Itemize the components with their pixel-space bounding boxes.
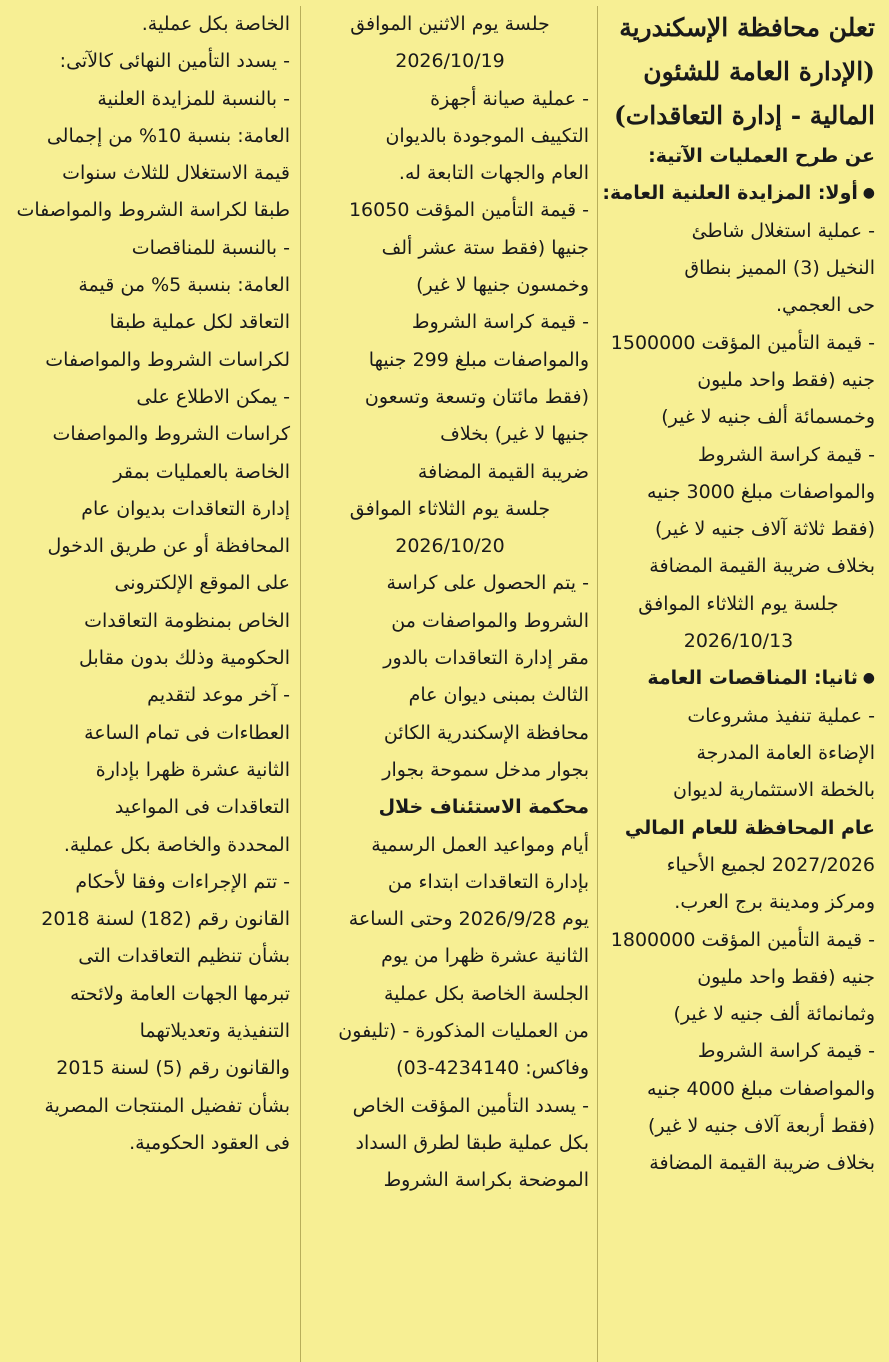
text-line: الإضاءة العامة المدرجة [696, 742, 875, 765]
text-line: - قيمة كراسة الشروط [411, 311, 589, 334]
text-line: - تتم الإجراءات وفقا لأحكام [75, 870, 290, 893]
text-line: العامة: بنسبة 5% من قيمة [78, 274, 290, 297]
text-line: النخيل (3) المميز بنطاق [684, 257, 875, 280]
text-line: - آخر موعد لتقديم [147, 684, 290, 707]
text-line: عام المحافظة للعام المالي [624, 816, 875, 839]
text-line: الجلسة الخاصة بكل عملية [383, 982, 589, 1005]
text-line: بإدارة التعاقدات ابتداء من [387, 870, 589, 893]
ad-title-line-3: المالية - إدارة التعاقدات) [613, 101, 875, 130]
text-line: بشأن تفضيل المنتجات المصرية [44, 1094, 290, 1117]
session-date-label: جلسة يوم الثلاثاء الموافق [349, 497, 551, 520]
text-line: ضريبة القيمة المضافة [417, 460, 589, 483]
text-line: وخمسمائة ألف جنيه لا غير) [661, 406, 875, 429]
text-line: (فقط ثلاثة آلاف جنيه لا غير) [654, 518, 875, 541]
session-date-label: جلسة يوم الثلاثاء الموافق [638, 592, 839, 615]
text-line: - عملية استغلال شاطئ [691, 219, 875, 242]
text-line: جنيه (فقط واحد مليون [697, 965, 875, 988]
text-line: المحافظة أو عن طريق الدخول [47, 535, 290, 558]
text-line: محكمة الاستئناف خلال [378, 796, 589, 819]
text-line: - يمكن الاطلاع على [136, 385, 290, 408]
text-line: إدارة التعاقدات بديوان عام [81, 497, 290, 520]
text-line: جنيها (فقط ستة عشر ألف [381, 236, 589, 259]
text-line: بخلاف ضريبة القيمة المضافة [649, 555, 875, 578]
text-line: (فقط مائتان وتسعة وتسعون [364, 385, 589, 408]
text-line: - بالنسبة للمناقصات [131, 236, 290, 259]
ad-title-line-2: (الإدارة العامة للشئون [643, 57, 875, 86]
text-line: الموضحة بكراسة الشروط [383, 1169, 589, 1192]
text-line: - قيمة التأمين المؤقت 1800000 [610, 928, 875, 951]
text-line: التعاقد لكل عملية طبقا [109, 311, 290, 334]
text-line: بجوار مدخل سموحة بجوار [382, 758, 589, 781]
text-line: الحكومية وذلك بدون مقابل [79, 647, 290, 670]
text-line: التعاقدات فى المواعيد [114, 796, 290, 819]
text-line: والمواصفات مبلغ 3000 جنيه [647, 480, 875, 503]
text-line: المحددة والخاصة بكل عملية. [63, 833, 290, 856]
text-line: - يتم الحصول على كراسة [386, 572, 589, 595]
text-line: العام والجهات التابعة له. [398, 162, 589, 185]
column-right [598, 6, 881, 1362]
phone-fax-line: وفاكس: 4234140-03) [396, 1057, 589, 1080]
text-line: - يسدد التأمين المؤقت الخاص [352, 1094, 589, 1117]
text-line: قيمة الاستغلال للثلاث سنوات [62, 162, 290, 185]
session-date: 2026/10/19 [395, 50, 505, 73]
text-line: جنيها لا غير) بخلاف [440, 423, 589, 446]
text-line: - قيمة كراسة الشروط [697, 1040, 875, 1063]
text-line: الخاصة بكل عملية. [141, 13, 290, 35]
text-line: الثالث بمبنى ديوان عام [408, 684, 589, 707]
text-line: الثانية عشرة ظهرا بإدارة [95, 758, 290, 781]
text-line: بخلاف ضريبة القيمة المضافة [649, 1152, 875, 1175]
text-line: كراسات الشروط والمواصفات [52, 423, 290, 446]
text-line: العامة: بنسبة 10% من إجمالى [46, 124, 290, 147]
text-line: التكييف الموجودة بالديوان [385, 124, 589, 147]
text-line: الشروط والمواصفات من [391, 609, 589, 632]
text-line: وثمانمائة ألف جنيه لا غير) [673, 1003, 875, 1026]
ad-title-line-1: تعلن محافظة الإسكندرية [619, 13, 875, 42]
text-line: العطاءات فى تمام الساعة [84, 721, 290, 744]
text-line: - عملية تنفيذ مشروعات [687, 704, 875, 727]
text-line: والقانون رقم (5) لسنة 2015 [56, 1057, 290, 1080]
text-line: - يسدد التأمين النهائى كالآتى: [59, 50, 290, 73]
text-line: يوم 2026/9/28 وحتى الساعة [348, 908, 589, 931]
text-line: بالخطة الاستثمارية لديوان [672, 779, 875, 802]
session-date-label: جلسة يوم الاثنين الموافق [350, 13, 550, 35]
column-left [10, 6, 300, 1362]
text-line: والمواصفات مبلغ 299 جنيها [368, 348, 589, 371]
text-line: على الموقع الإلكترونى [114, 572, 290, 595]
text-line: التنفيذية وتعديلاتهما [139, 1020, 290, 1043]
text-line: الخاص بمنظومة التعاقدات [84, 609, 290, 632]
session-date: 2026/10/20 [395, 535, 505, 558]
text-line: وخمسون جنيها لا غير) [416, 274, 589, 297]
text-line: تبرمها الجهات العامة ولائحته [70, 982, 290, 1005]
text-line: - قيمة التأمين المؤقت 1500000 [610, 331, 875, 354]
session-date: 2026/10/13 [683, 630, 794, 653]
section-heading-auction: ● أولا: المزايدة العلنية العامة: [602, 175, 875, 212]
text-line: (فقط أربعة آلاف جنيه لا غير) [647, 1115, 875, 1138]
text-line: - عملية صيانة أجهزة [430, 87, 589, 110]
text-line: بشأن تنظيم التعاقدات التى [78, 945, 290, 968]
text-line: حى العجمي. [776, 294, 875, 317]
text-line: الثانية عشرة ظهرا من يوم [381, 945, 589, 968]
text-line: بكل عملية طبقا لطرق السداد [355, 1131, 589, 1154]
text-line: والمواصفات مبلغ 4000 جنيه [647, 1077, 875, 1100]
text-line: القانون رقم (182) لسنة 2018 [41, 908, 290, 931]
text-line: لكراسات الشروط والمواصفات [45, 348, 290, 371]
text-line: 2027/2026 لجميع الأحياء [666, 853, 875, 876]
section-heading-tenders: ● ثانيا: المناقصات العامة [602, 660, 875, 697]
text-line: الخاصة بالعمليات بمقر [113, 460, 290, 483]
text-line: من العمليات المذكورة - (تليفون [338, 1020, 589, 1043]
text-line: - قيمة التأمين المؤقت 16050 [348, 199, 589, 222]
text-line: - قيمة كراسة الشروط [697, 443, 875, 466]
text-line: أيام ومواعيد العمل الرسمية [371, 833, 589, 856]
text-line: ومركز ومدينة برج العرب. [674, 891, 875, 914]
text-line: - بالنسبة للمزايدة العلنية [97, 87, 290, 110]
column-middle [300, 6, 598, 1362]
text-line: عن طرح العمليات الآتية: [648, 145, 875, 167]
text-line: محافظة الإسكندرية الكائن [383, 721, 589, 744]
text-line: فى العقود الحكومية. [129, 1131, 290, 1154]
text-line: طبقا لكراسة الشروط والمواصفات [16, 199, 290, 222]
text-line: جنيه (فقط واحد مليون [697, 368, 875, 391]
text-line: مقر إدارة التعاقدات بالدور [383, 647, 589, 670]
